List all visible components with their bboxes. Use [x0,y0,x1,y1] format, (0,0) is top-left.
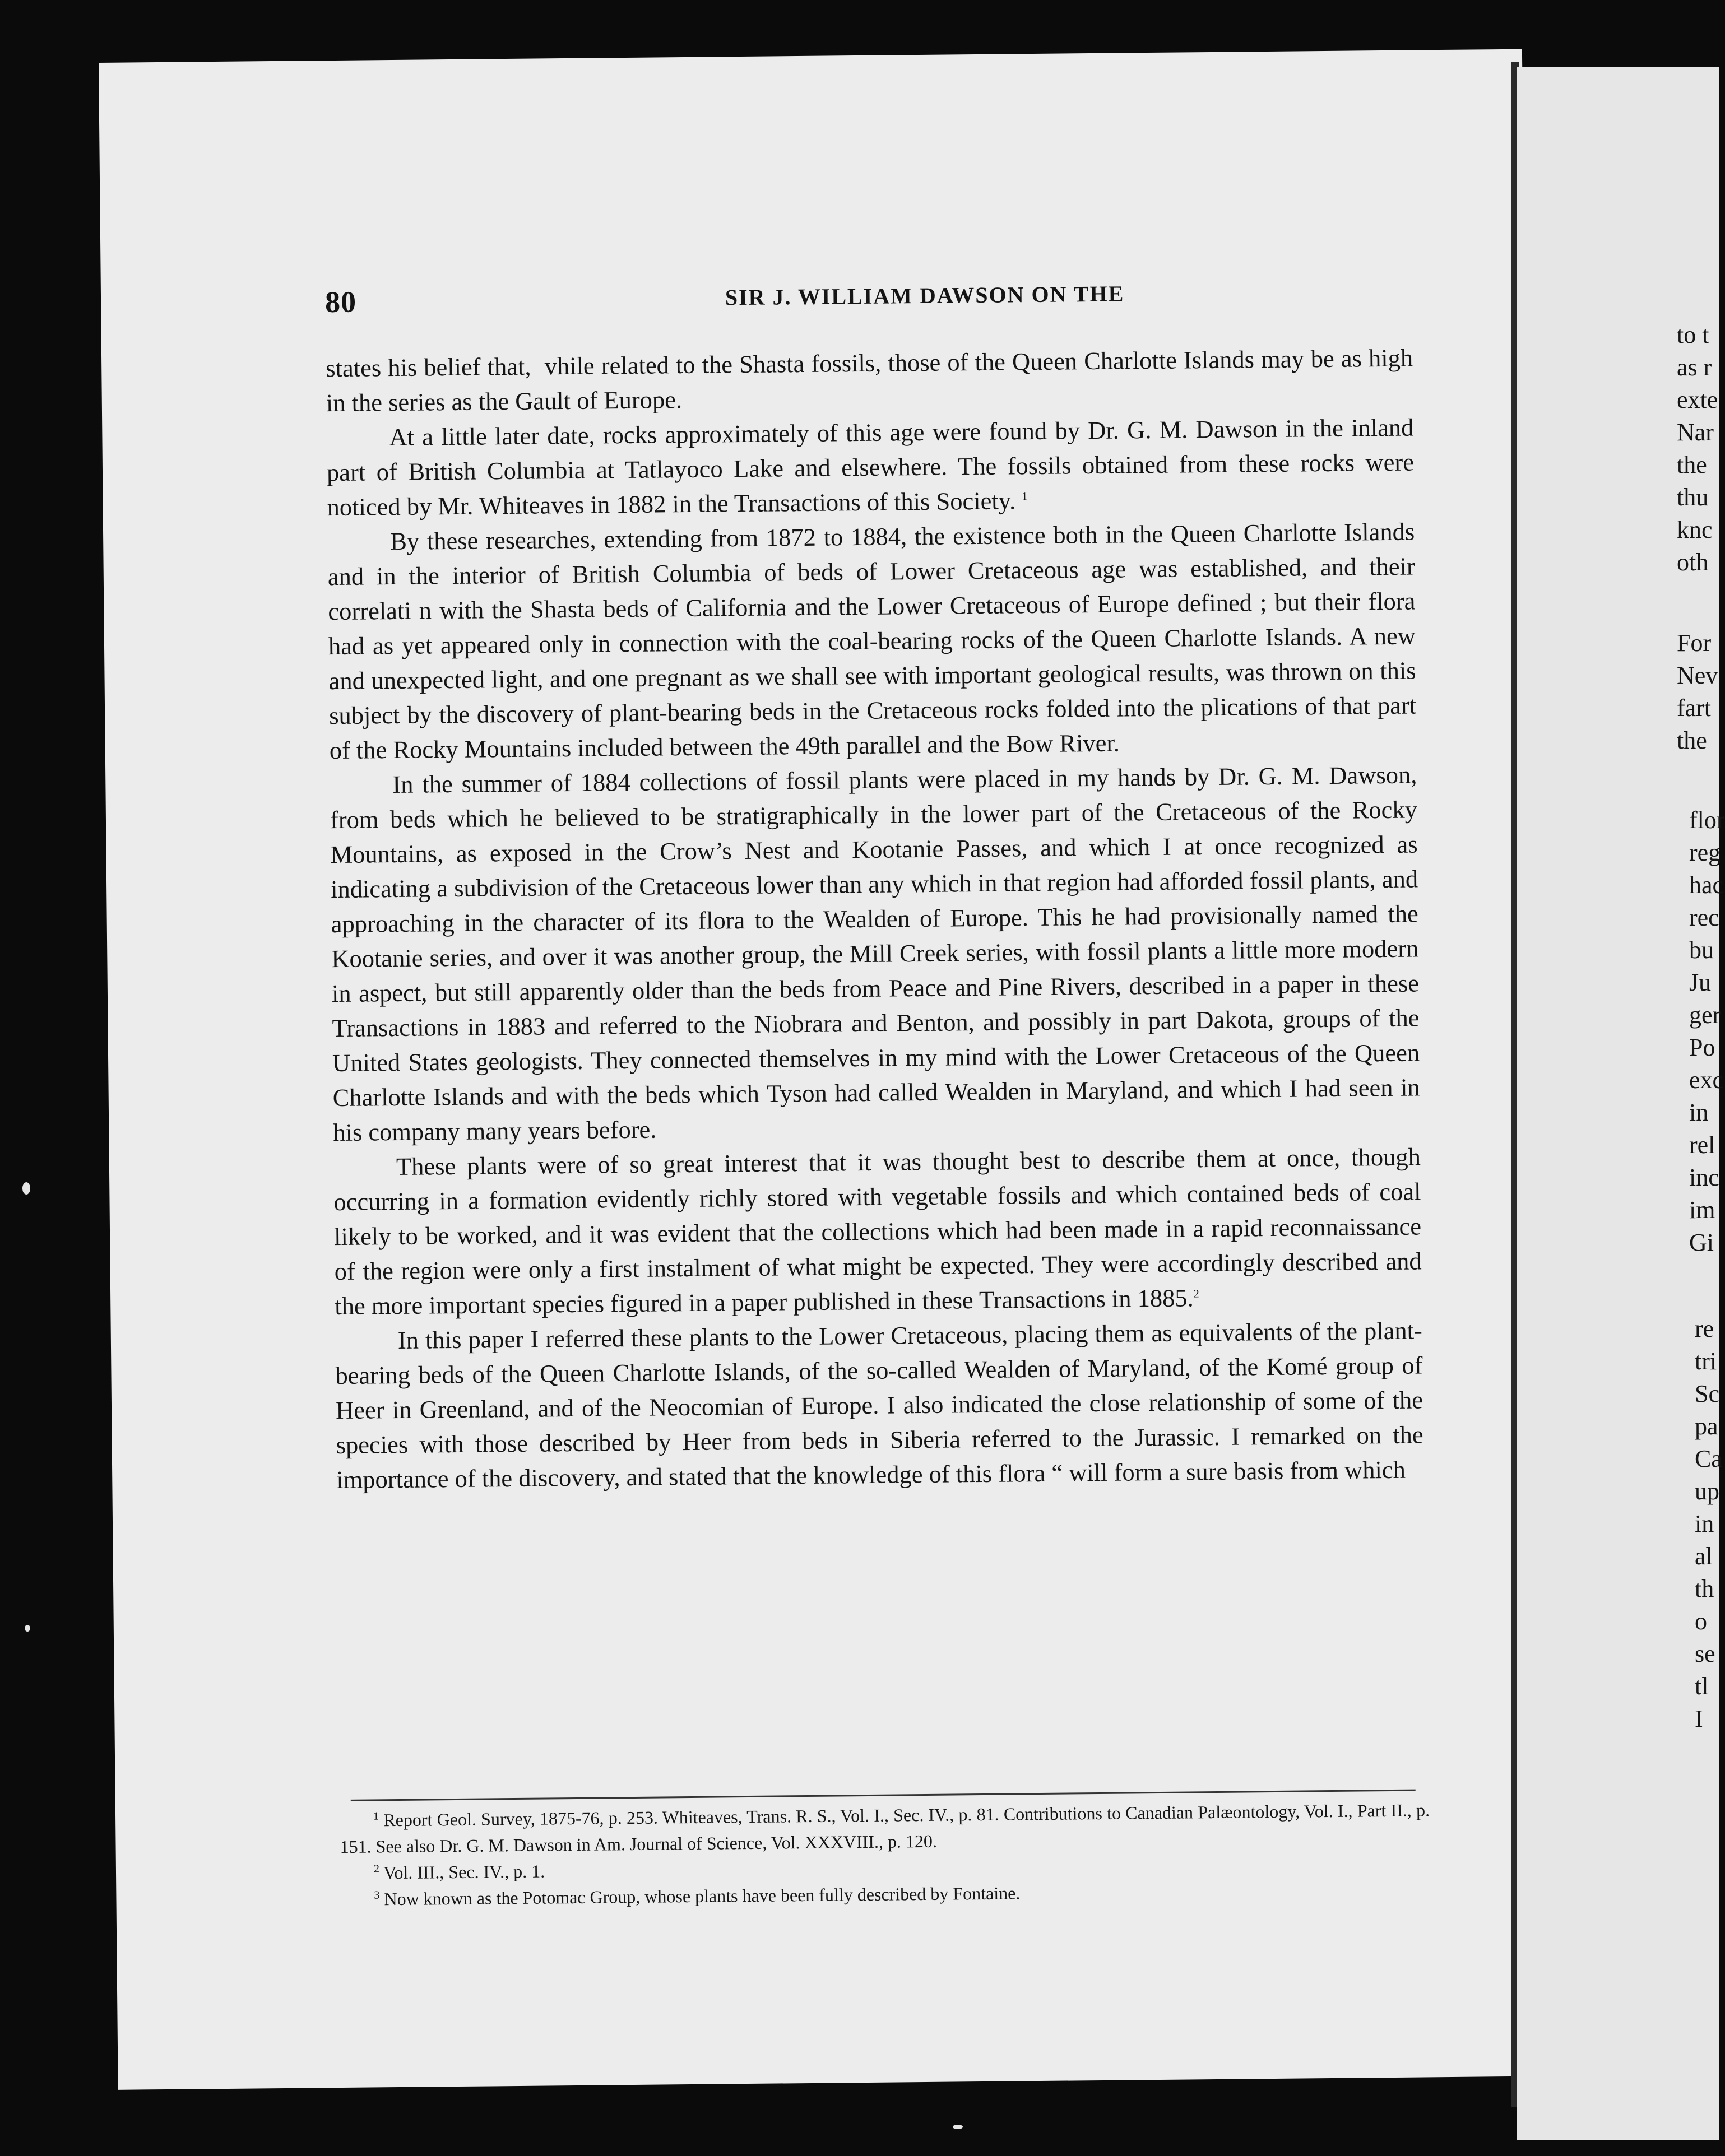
right-fragment: to t [1677,321,1709,349]
right-fragment: as r [1677,354,1712,381]
right-fragment: bu [1689,936,1714,964]
right-fragment: fart [1677,694,1712,722]
paragraph-1-text: At a little later date, rocks approximately of this age were found by Dr. G. M. Dawson in the inland part of British Columbia at Tatlayoco Lake and elsewhere. The fossils obtained from these rocks were noticed by Mr. Whiteaves in 1882 in the Transactions of this Society. [326,413,1415,522]
right-fragment: th [1695,1575,1714,1602]
page-header [325,273,1525,330]
footnote-1-text: Report Geol. Survey, 1875-76, p. 253. Whiteaves, Trans. R. S., Vol. I., Sec. IV., p. 81. Contributions to Canadian Palæontology, Vol. I., Part II., p. 151. See also Dr. G. M. Dawson in Am. Journal of Science, Vol. XXXVIII., p. 120. [340,1800,1430,1857]
right-fragment: Nev [1677,662,1718,689]
right-fragment: reg [1689,839,1721,866]
right-fragment: tl [1695,1672,1709,1700]
paragraph-0: states his belief that, vhile related to the Shasta fossils, those of the Queen Charlotte Islands may be as high in the series as the Gault of Europe. [326,343,1413,417]
right-fragment: Sc [1695,1380,1719,1407]
right-fragment: hac [1689,871,1724,899]
right-fragment: se [1695,1640,1715,1667]
right-fragment: knc [1677,516,1713,543]
footnote-ref-2: 2 [1193,1288,1199,1300]
scan-speck [953,2125,963,2129]
paragraph-1 [326,410,1415,525]
right-fragment: o [1695,1607,1707,1635]
scan-speck [25,1625,30,1632]
right-fragment: the [1677,727,1707,754]
right-fragment: Ca [1695,1445,1722,1472]
footnote-1-mark: 1 [373,1810,379,1823]
right-fragment: up [1695,1477,1719,1505]
running-head: SIR J. WILLIAM DAWSON ON THE [725,281,1125,310]
footnote-3-text: Now known as the Potomac Group, whose plants have been fully described by Fontaine. [384,1883,1021,1909]
body-text [326,341,1424,1498]
right-page [1517,67,1725,2140]
paragraph-2: By these researches, extending from 1872 to 1884, the existence both in the Queen Charlotte Islands and in the interior of British Columbia of beds of Lower Cretaceous age was established, and their correlati n with the Shasta beds of California and the Lower Cretaceous of Europe defined ; but their flora had as yet appeared only in connection with the coal-bearing rocks of the Queen Charlotte Islands. A new and unexpected light, and one pregnant as we shall see with important geological results, was thrown on this subject by the discovery of plant-bearing beds in the Cretaceous rocks folded into the plications of that part of the Rocky Mountains included between the 49th parallel and the Bow River. [327,517,1417,765]
footnote-ref-1: 1 [1022,490,1028,503]
right-fragment: Po [1689,1034,1715,1061]
right-fragment: Ju [1689,969,1712,996]
page-number: 80 [324,285,357,319]
right-fragment: Nar [1677,419,1714,446]
paragraph-4 [333,1139,1422,1323]
right-fragment: im [1689,1196,1715,1224]
right-fragment: For [1677,629,1712,657]
right-fragment: in [1695,1510,1714,1537]
right-fragment: re [1695,1315,1714,1342]
paragraph-3: In the summer of 1884 collections of fossil plants were placed in my hands by Dr. G. M. Dawson, from beds which he believed to be stratigraphically in the lower part of the Cretaceous of the Rocky Mountains, as exposed in the Crow’s Nest and Kootanie Passes, and which I at once recognized as indicating a subdivision of the Cretaceous lower than any which in that region had afforded fossil plants, and approaching in the character of its flora to the Wealden of Europe. This he had provisionally named the Kootanie series, and over it was another group, the Mill Creek series, with fossil plants a little more modern in aspect, but still apparently older than the beds from Peace and Pine Rivers, described in a paper in these Transactions in 1883 and referred to the Niobrara and Benton, and possibly in part Dakota, groups of the United States geologists. They connected themselves in my mind with the Lower Cretaceous of the Queen Charlotte Islands and with the beds which Tyson had called Wealden in Maryland, and which I had seen in his company many years before. [330,760,1420,1147]
right-fragment: al [1695,1542,1713,1570]
right-fragment: in [1689,1099,1709,1126]
right-fragment: oth [1677,549,1709,576]
right-fragment: thu [1677,484,1709,511]
right-fragment: exc [1689,1066,1724,1094]
right-fragment: ger [1689,1001,1721,1029]
footnote-3-mark: 3 [374,1889,380,1902]
paragraph-4-text: These plants were of so great interest that it was thought best to describe them at once, though occurring in a formation evidently richly stored with vegetable fossils and which contained beds of coal likely to be worked, and it was evident that the collections which had been made in a rapid reconnaissance of the region were only a first instalment of what might be expected. They were accordingly described and the more important species figured in a paper published in these Transactions in 1885. [333,1142,1422,1321]
right-fragment: I [1695,1705,1703,1732]
right-fragment: inc [1689,1164,1719,1191]
footnote-1 [340,1797,1430,1860]
footnotes [340,1797,1431,1913]
footnote-2-text: Vol. III., Sec. IV., p. 1. [383,1861,545,1883]
left-page [99,49,1542,2090]
right-page-fragments [1517,67,1725,2140]
right-fragment: Gi [1689,1229,1714,1256]
footnote-2-mark: 2 [373,1862,380,1875]
scan-speck [22,1182,30,1195]
right-fragment: pa [1695,1412,1718,1440]
right-fragment: tri [1695,1347,1717,1375]
right-fragment: flor [1689,806,1725,834]
right-fragment: rel [1689,1131,1715,1159]
paragraph-5: In this paper I referred these plants to the Lower Cretaceous, placing them as equivalents of the plant-bearing beds of the Queen Charlotte Islands, of the so-called Wealden of Maryland, of the Komé group of Heer in Greenland, and of the Neocomian of Europe. I also indicated the close relationship of some of the species with those described by Heer from beds in Siberia referred to the Jurassic. I remarked on the importance of the discovery, and stated that the knowledge of this flora “ will form a sure basis from which [335,1316,1423,1494]
right-fragment: the [1677,451,1707,478]
right-fragment: exte [1677,386,1718,413]
right-fragment: rec [1689,904,1719,931]
